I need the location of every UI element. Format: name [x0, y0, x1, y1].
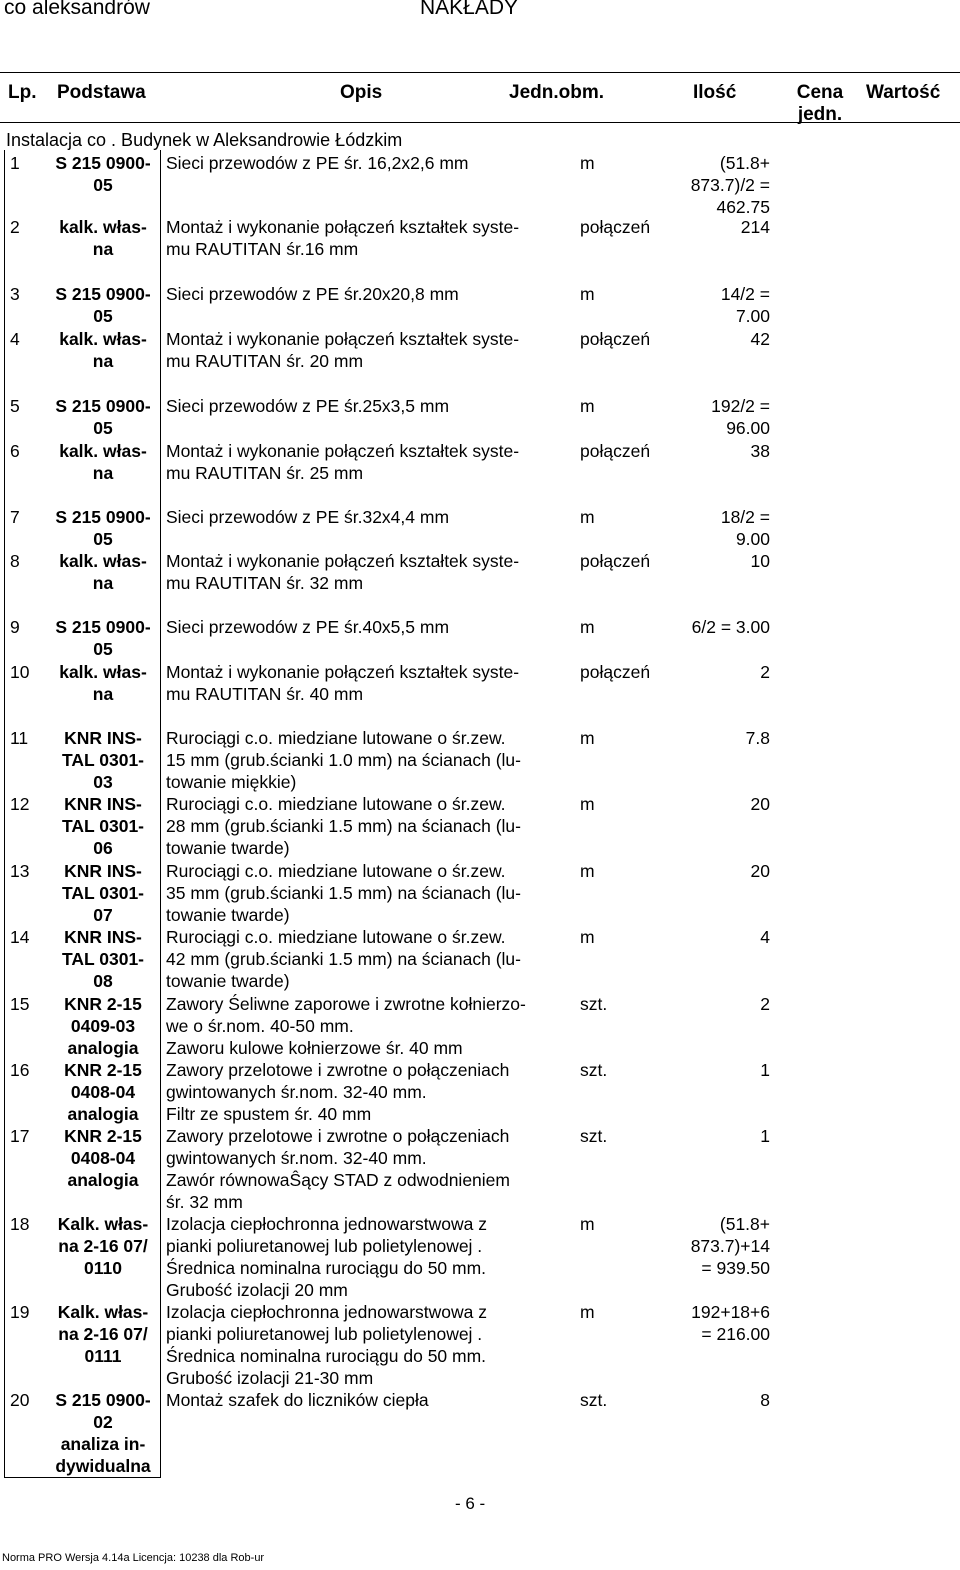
row-quantity: 214: [740, 217, 770, 237]
row-unit: połączeń: [580, 441, 651, 461]
row-lp: 19: [10, 1302, 30, 1322]
page-number: - 6 -: [455, 1494, 486, 1513]
row-lp: 8: [10, 551, 20, 571]
row-unit: połączeń: [580, 662, 651, 682]
col-head-unit: Jedn.obm.: [509, 82, 605, 103]
basis-column-left-border: [4, 150, 5, 1478]
row-description: Sieci przewodów z PE śr. 16,2x2,6 mm: [166, 153, 469, 173]
row-unit: połączeń: [580, 329, 651, 349]
row-quantity: 192+18+6 = 216.00: [691, 1302, 770, 1344]
row-basis: kalk. włas- na: [59, 551, 147, 593]
footer-license: Norma PRO Wersja 4.14a Licencja: 10238 dla Rob-ur: [2, 1552, 265, 1564]
row-quantity: 1: [760, 1060, 770, 1080]
row-lp: 16: [10, 1060, 30, 1080]
row-description: Montaż i wykonanie połączeń kształtek syste- mu RAUTITAN śr. 32 mm: [166, 551, 520, 593]
row-quantity: (51.8+ 873.7)+14 = 939.50: [690, 1214, 770, 1278]
row-basis: S 215 0900- 05: [55, 507, 151, 549]
row-description: Montaż i wykonanie połączeń kształtek syste- mu RAUTITAN śr. 40 mm: [166, 662, 520, 704]
row-quantity: 18/2 = 9.00: [720, 507, 770, 549]
row-unit: szt.: [580, 1390, 608, 1410]
row-unit: szt.: [580, 1126, 608, 1146]
row-basis: KNR INS- TAL 0301- 03: [61, 728, 145, 792]
row-description: Izolacja ciepłochronna jednowarstwowa z pianki poliuretanowej lub polietylenowej . Średnica nominalna rurociągu do 50 mm. Grubość izolacji 21-30 mm: [166, 1302, 488, 1388]
row-basis: KNR 2-15 0409-03 analogia: [64, 994, 142, 1058]
row-unit: m: [580, 861, 595, 881]
row-lp: 6: [10, 441, 20, 461]
row-lp: 20: [10, 1390, 30, 1410]
row-quantity: 10: [750, 551, 770, 571]
row-lp: 14: [10, 927, 30, 947]
section-title: Instalacja co . Budynek w Aleksandrowie Łódzkim: [6, 130, 403, 150]
row-description: Zawory przelotowe i zwrotne o połączeniach gwintowanych śr.nom. 32-40 mm. Zawór równowaŜący STAD z odwodnieniem śr. 32 mm: [166, 1126, 510, 1212]
row-unit: m: [580, 1214, 595, 1234]
row-description: Montaż szafek do liczników ciepła: [166, 1390, 429, 1410]
document-header-left: co aleksandrów: [4, 0, 150, 19]
col-head-qty: Ilość: [693, 82, 737, 103]
header-top-rule: [0, 72, 960, 73]
row-unit: m: [580, 1302, 595, 1322]
row-description: Rurociągi c.o. miedziane lutowane o śr.zew. 35 mm (grub.ścianki 1.5 mm) na ścianach (lu- towanie twarde): [166, 861, 521, 925]
row-description: Izolacja ciepłochronna jednowarstwowa z pianki poliuretanowej lub polietylenowej . Średnica nominalna rurociągu do 50 mm. Grubość izolacji 20 mm: [166, 1214, 488, 1300]
row-quantity: 1: [760, 1126, 770, 1146]
row-basis: KNR INS- TAL 0301- 07: [61, 861, 145, 925]
row-lp: 11: [10, 728, 29, 748]
row-basis: Kalk. włas- na 2-16 07/ 0110: [57, 1214, 149, 1278]
row-lp: 13: [10, 861, 30, 881]
row-lp: 3: [10, 284, 20, 304]
row-quantity: 38: [750, 441, 770, 461]
row-quantity: 2: [760, 994, 770, 1014]
row-quantity: 192/2 = 96.00: [711, 396, 770, 438]
row-unit: m: [580, 728, 595, 748]
row-basis: KNR 2-15 0408-04 analogia: [64, 1126, 142, 1190]
basis-column-bottom-border: [4, 1477, 161, 1478]
row-quantity: 20: [750, 861, 770, 881]
row-quantity: 20: [750, 794, 770, 814]
row-quantity: (51.8+ 873.7)/2 = 462.75: [690, 153, 770, 217]
basis-column-right-border: [160, 150, 161, 1478]
document-header-title: NAKŁADY: [420, 0, 519, 19]
row-basis: S 215 0900- 05: [55, 396, 151, 438]
row-quantity: 2: [760, 662, 770, 682]
row-lp: 4: [10, 329, 20, 349]
row-unit: połączeń: [580, 551, 651, 571]
row-basis: KNR INS- TAL 0301- 08: [61, 927, 145, 991]
row-unit: m: [580, 507, 595, 527]
row-unit: m: [580, 617, 595, 637]
row-unit: m: [580, 794, 595, 814]
row-unit: szt.: [580, 1060, 608, 1080]
row-basis: kalk. włas- na: [59, 217, 147, 259]
col-head-lp: Lp.: [8, 82, 37, 103]
row-lp: 12: [10, 794, 30, 814]
row-basis: kalk. włas- na: [59, 441, 147, 483]
row-description: Sieci przewodów z PE śr.20x20,8 mm: [166, 284, 459, 304]
row-unit: połączeń: [580, 217, 651, 237]
row-unit: m: [580, 284, 595, 304]
row-unit: m: [580, 153, 595, 173]
row-basis: S 215 0900- 05: [55, 153, 151, 195]
row-description: Sieci przewodów z PE śr.40x5,5 mm: [166, 617, 450, 637]
row-description: Sieci przewodów z PE śr.25x3,5 mm: [166, 396, 450, 416]
row-basis: S 215 0900- 05: [55, 284, 151, 326]
col-head-basis: Podstawa: [57, 82, 146, 103]
row-description: Montaż i wykonanie połączeń kształtek syste- mu RAUTITAN śr.16 mm: [166, 217, 520, 259]
row-basis: S 215 0900- 02 analiza in- dywidualna: [55, 1390, 151, 1476]
col-head-value: Wartość: [866, 82, 941, 103]
row-description: Rurociągi c.o. miedziane lutowane o śr.zew. 15 mm (grub.ścianki 1.0 mm) na ścianach (lu- towanie miękkie): [166, 728, 521, 792]
row-quantity: 8: [760, 1390, 770, 1410]
row-description: Montaż i wykonanie połączeń kształtek syste- mu RAUTITAN śr. 20 mm: [166, 329, 520, 371]
row-basis: S 215 0900- 05: [55, 617, 151, 659]
row-unit: szt.: [580, 994, 608, 1014]
row-description: Sieci przewodów z PE śr.32x4,4 mm: [166, 507, 450, 527]
row-quantity: 7.8: [745, 728, 770, 748]
row-description: Zawory Śeliwne zaporowe i zwrotne kołnierzo- we o śr.nom. 40-50 mm. Zaworu kulowe kołnierzowe śr. 40 mm: [166, 994, 526, 1058]
row-lp: 5: [10, 396, 20, 416]
row-basis: kalk. włas- na: [59, 329, 147, 371]
row-quantity: 4: [760, 927, 770, 947]
header-bottom-rule: [0, 122, 960, 123]
row-lp: 18: [10, 1214, 30, 1234]
row-quantity: 42: [750, 329, 770, 349]
col-head-desc: Opis: [340, 82, 383, 103]
row-description: Rurociągi c.o. miedziane lutowane o śr.zew. 42 mm (grub.ścianki 1.5 mm) na ścianach (lu- towanie twarde): [166, 927, 521, 991]
row-unit: m: [580, 927, 595, 947]
row-description: Zawory przelotowe i zwrotne o połączeniach gwintowanych śr.nom. 32-40 mm. Filtr ze spustem śr. 40 mm: [166, 1060, 510, 1124]
col-head-price: Cena jedn.: [796, 82, 844, 125]
row-lp: 17: [10, 1126, 30, 1146]
row-quantity: 14/2 = 7.00: [720, 284, 770, 326]
row-lp: 2: [10, 217, 20, 237]
row-description: Montaż i wykonanie połączeń kształtek syste- mu RAUTITAN śr. 25 mm: [166, 441, 520, 483]
row-basis: Kalk. włas- na 2-16 07/ 0111: [57, 1302, 149, 1366]
row-lp: 1: [10, 153, 20, 173]
row-lp: 10: [10, 662, 30, 682]
row-basis: KNR INS- TAL 0301- 06: [61, 794, 145, 858]
row-basis: kalk. włas- na: [59, 662, 147, 704]
row-lp: 9: [10, 617, 20, 637]
row-lp: 7: [10, 507, 20, 527]
row-lp: 15: [10, 994, 30, 1014]
row-basis: KNR 2-15 0408-04 analogia: [64, 1060, 142, 1124]
row-unit: m: [580, 396, 595, 416]
row-quantity: 6/2 = 3.00: [691, 617, 770, 637]
row-description: Rurociągi c.o. miedziane lutowane o śr.zew. 28 mm (grub.ścianki 1.5 mm) na ścianach (lu- towanie twarde): [166, 794, 521, 858]
